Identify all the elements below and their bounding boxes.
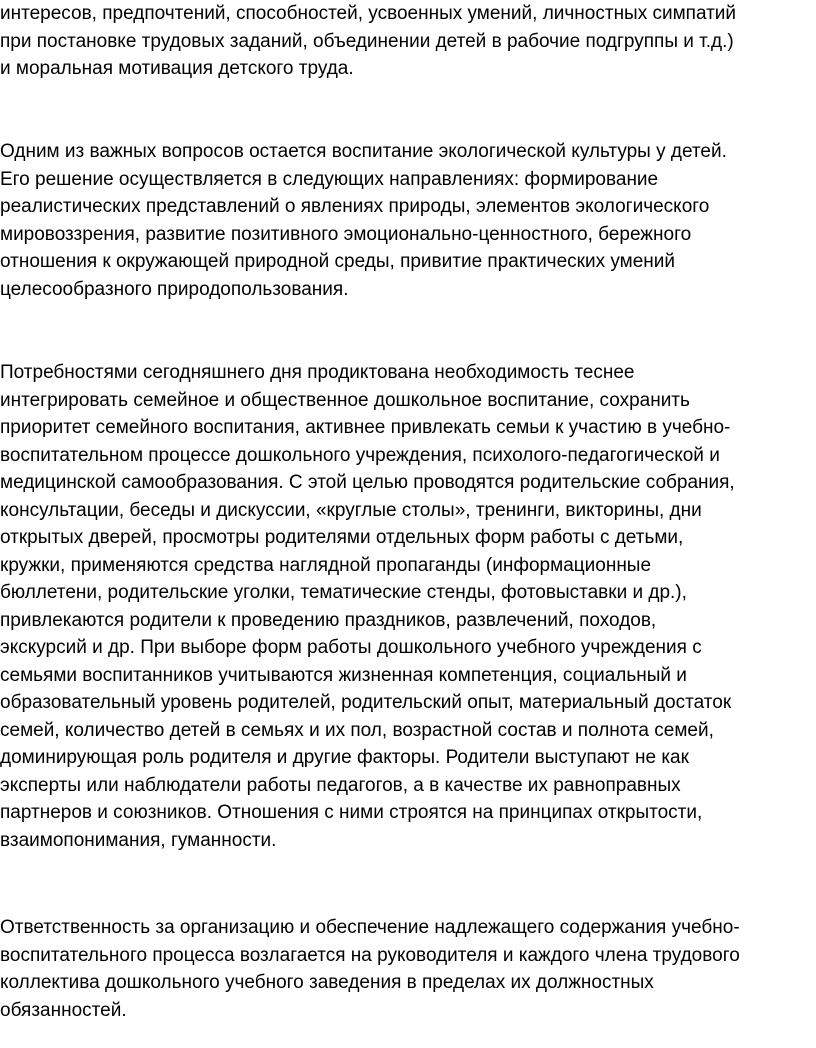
paragraph-ecological-culture bbox=[0, 138, 816, 303]
text-line: целесообразного природопользования. bbox=[0, 278, 349, 300]
text-line: приоритет семейного воспитания, активнее привлекать семьи к участию в учебно- bbox=[0, 417, 731, 438]
text-line: Потребностями сегодняшнего дня продиктована необходимость теснее bbox=[0, 362, 635, 383]
text-line: доминирующая роль родителя и другие факторы. Родители выступают не как bbox=[0, 747, 689, 768]
text-line: открытых дверей, просмотры родителями отдельных форм работы с детьми, bbox=[0, 527, 684, 548]
text-line: образовательный уровень родителей, родительский опыт, материальный достаток bbox=[0, 692, 732, 713]
text-line: Его решение осуществляется в следующих направлениях: формирование bbox=[0, 168, 659, 190]
text-line: консультации, беседы и дискуссии, «круглые столы», тренинги, викторины, дни bbox=[0, 499, 702, 521]
text-line: медицинской самообразования. С этой целью проводятся родительские собрания, bbox=[0, 472, 735, 493]
paragraph-motivation-end bbox=[0, 0, 816, 83]
text-line: и моральная мотивация детского труда. bbox=[0, 58, 354, 79]
text-line: Ответственность за организацию и обеспечение надлежащего содержания учебно- bbox=[0, 917, 740, 938]
paragraph-responsibility bbox=[0, 914, 816, 1024]
text-line: эксперты или наблюдатели работы педагогов, а в качестве их равноправных bbox=[0, 774, 681, 796]
text-line: отношения к окружающей природной среды, привитие практических умений bbox=[0, 251, 675, 272]
text-line: реалистических представлений о явлениях природы, элементов экологического bbox=[0, 196, 710, 217]
text-line: коллектива дошкольного учебного заведения в пределах их должностных bbox=[0, 972, 654, 993]
text-line: привлекаются родители к проведению праздников, развлечений, походов, bbox=[0, 609, 657, 631]
text-line: взаимопонимания, гуманности. bbox=[0, 829, 277, 851]
text-line: семьями воспитанников учитываются жизненная компетенция, социальный и bbox=[0, 664, 687, 686]
text-line: семей, количество детей в семьях и их пол, возрастной состав и полнота семей, bbox=[0, 719, 714, 741]
text-line: кружки, применяются средства наглядной пропаганды (информационные bbox=[0, 554, 652, 576]
text-line: мировоззрения, развитие позитивного эмоционально-ценностного, бережного bbox=[0, 223, 692, 245]
text-line: Одним из важных вопросов остается воспитание экологической культуры у детей. bbox=[0, 141, 727, 162]
paragraph-family-cooperation bbox=[0, 359, 816, 854]
text-line: экскурсий и др. При выборе форм работы дошкольного учебного учреждения с bbox=[0, 637, 702, 658]
text-line: воспитательного процесса возлагается на руководителя и каждого члена трудового bbox=[0, 944, 740, 966]
text-line: интересов, предпочтений, способностей, усвоенных умений, личностных симпатий bbox=[0, 3, 737, 24]
text-line: при постановке трудовых заданий, объединении детей в рабочие подгруппы и т.д.) bbox=[0, 30, 734, 52]
text-line: обязанностей. bbox=[0, 999, 127, 1021]
text-line: воспитательном процессе дошкольного учреждения, психолого-педагогической и bbox=[0, 444, 720, 466]
text-line: интегрировать семейное и общественное дошкольное воспитание, сохранить bbox=[0, 389, 690, 411]
text-line: бюллетени, родительские уголки, тематические стенды, фотовыставки и др.), bbox=[0, 582, 687, 603]
text-line: партнеров и союзников. Отношения с ними строятся на принципах открытости, bbox=[0, 802, 703, 823]
